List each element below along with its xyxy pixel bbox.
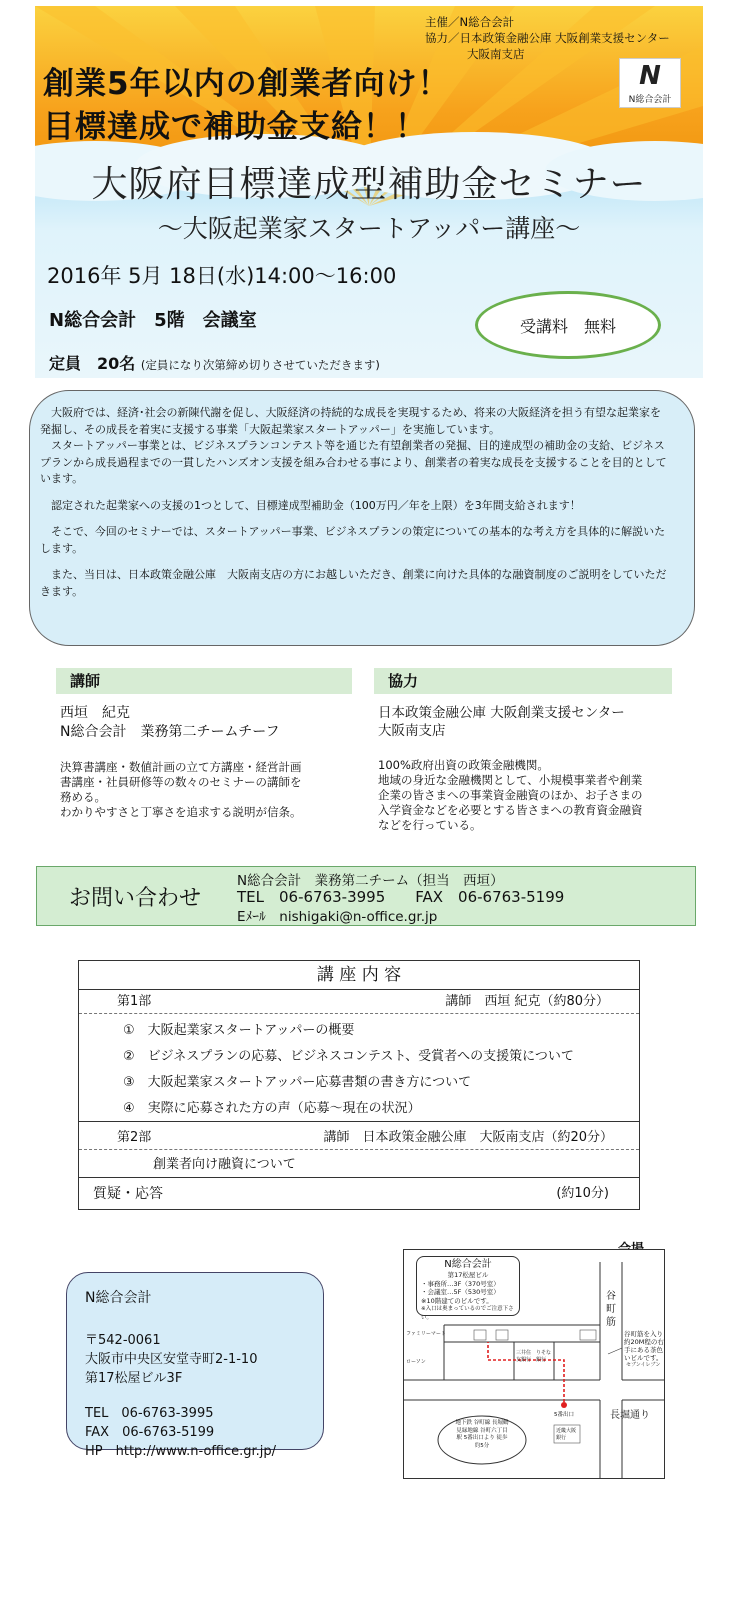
capacity-note: (定員になり次第締め切りさせていただきます) xyxy=(140,358,380,372)
map-box-line: ※10階建てのビルです。 xyxy=(421,1296,493,1305)
capacity xyxy=(49,351,380,374)
description-paragraph: 大阪府では、経済･社会の新陳代謝を促し、大阪経済の持続的な成長を実現するため、将来の大阪経済を担う有望な起業家を発掘し、その成長を着実に支援する事業「大阪起業家スタートアッパー」を実施しています。 xyxy=(40,406,662,436)
map-exit-label: 5番出口 xyxy=(554,1412,574,1418)
cooperation-desc-2: 地域の身近な金融機関として、小規模事業者や創業 xyxy=(378,773,643,787)
sponsor-line: 主催／N総合会計 xyxy=(425,15,515,29)
cooperation-desc-3: 企業の皆さまへの事業資金融資のほか、お子さまの xyxy=(378,788,643,802)
cooperation-section xyxy=(374,668,672,833)
course-item-text: 創業者向け融資について xyxy=(153,1157,296,1172)
map-box-line: ※入口は奥まっているのでご注意下さい。 xyxy=(421,1306,514,1321)
contact-phone: TEL 06-6763-3995 FAX 06-6763-5199 xyxy=(237,888,565,906)
address-tel: TEL 06-6763-3995 xyxy=(85,1406,214,1421)
description-paragraph: また、当日は、日本政策金融公庫 大阪南支店の方にお越しいただき、創業に向けた具体的な融資制度のご説明をしていただきます。 xyxy=(40,568,667,598)
contact-person: N総合会計 業務第二チーム（担当 西垣） xyxy=(237,873,504,889)
lecturer-title: N総合会計 業務第二チームチーフ xyxy=(60,724,280,740)
qa-label: 質疑・応答 xyxy=(93,1186,163,1202)
map-shop-3: セブンイレブン xyxy=(626,1362,661,1368)
cooperation-desc-4: 入学資金などを必要とする皆さまへの教育資金融資 xyxy=(378,803,643,817)
capacity-label: 定員 20名 xyxy=(49,354,136,373)
course-item xyxy=(79,1045,639,1069)
address-line-2: 第17松屋ビル3F xyxy=(85,1371,183,1386)
lecturer-name: 西垣 紀克 xyxy=(60,705,130,721)
course-item xyxy=(79,1019,639,1043)
logo-mark: N xyxy=(639,61,661,91)
description-paragraph: 認定された起業家への支援の1つとして、目標達成型補助金（100万円／年を上限）を3年間支給されます！ xyxy=(51,498,581,512)
address-box xyxy=(66,1272,324,1459)
contact-label: お問い合わせ xyxy=(69,886,202,911)
map-station: 地下鉄 谷町線 長堀鶴見緑地線 谷町六丁目駅 5番出口より 徒歩約5分 xyxy=(455,1420,509,1449)
course-header: 講 座 内 容 xyxy=(79,961,639,990)
cooperation-org-2: 大阪南支店 xyxy=(378,723,446,739)
map-box-line: ・会議室…5F（530号室） xyxy=(421,1288,500,1296)
cooperation-desc-1: 100%政府出資の政策金融機関。 xyxy=(378,758,549,772)
course-item-text: ④ 実際に応募された方の声（応募～現在の状況） xyxy=(123,1101,421,1116)
fee-badge xyxy=(475,291,661,359)
course-item xyxy=(79,1071,639,1095)
address-postal: 〒542-0061 xyxy=(85,1333,161,1348)
map-bank-1: 三井住友銀行 xyxy=(516,1350,532,1363)
map-street-tanimachi: 谷町筋 xyxy=(606,1291,616,1328)
header-banner xyxy=(35,6,703,378)
map-venue-box xyxy=(416,1256,520,1321)
course-part-1-row xyxy=(79,991,639,1014)
fee-text: 受講料 無料 xyxy=(519,317,616,336)
address-company: N総合会計 xyxy=(85,1290,152,1306)
lecturer-bio-1: 決算書講座・数値計画の立て方講座・経営計画 xyxy=(60,760,302,774)
catch-copy-1: 創業5年以内の創業者向け！ xyxy=(43,66,450,102)
map-direction-note: 谷町筋を入り約20M程の右手にある茶色いビルです。 xyxy=(624,1330,664,1362)
cooperation-org-1: 日本政策金融公庫 大阪創業支援センター xyxy=(378,705,625,721)
seminar-subtitle: ～大阪起業家スタートアッパー講座～ xyxy=(157,214,581,243)
seminar-date: 2016年 5月 18日(水)14:00～16:00 xyxy=(47,264,397,288)
map-bank-2: 近畿大阪銀行 xyxy=(556,1428,577,1441)
contact-email[interactable]: Eﾒｰﾙ nishigaki@n-office.gr.jp xyxy=(237,909,438,925)
part-1-lecturer: 講師 西垣 紀克（約80分） xyxy=(445,994,609,1009)
cooperation-line: 協力／日本政策金融公庫 大阪創業支援センター xyxy=(425,31,670,45)
lecturer-heading: 講師 xyxy=(56,668,352,694)
course-table xyxy=(78,960,640,1210)
lecturer-section xyxy=(56,668,352,820)
lecturer-bio-2: 書講座・社員研修等の数々のセミナーの講師を xyxy=(60,775,302,789)
part-2-label: 第2部 xyxy=(117,1130,152,1145)
map-shop-1: ファミリーマート xyxy=(406,1331,446,1337)
map-box-line: ・事務所…3F（370号室） xyxy=(421,1279,500,1288)
lecturer-bio-3: 務める。 xyxy=(60,790,106,804)
address-hp[interactable]: HP http://www.n-office.gr.jp/ xyxy=(85,1444,277,1459)
course-part-2-row xyxy=(79,1127,639,1150)
map-shop-2: ローソン xyxy=(406,1359,426,1365)
address-line-1: 大阪市中央区安堂寺町2-1-10 xyxy=(85,1352,258,1367)
cooperation-heading: 協力 xyxy=(374,668,672,694)
part-1-label: 第1部 xyxy=(117,994,152,1009)
description-paragraph: そこで、今回のセミナーでは、スタートアッパー事業、ビジネスプランの策定についての基本的な考え方を具体的に解説いたします。 xyxy=(40,525,666,555)
course-item-text: ① 大阪起業家スタートアッパーの概要 xyxy=(123,1023,355,1038)
company-logo xyxy=(619,58,681,108)
seminar-venue: N総合会計 5階 会議室 xyxy=(49,310,257,331)
qa-time: (約10分) xyxy=(556,1186,609,1201)
address-fax: FAX 06-6763-5199 xyxy=(85,1425,215,1440)
seminar-title: 大阪府目標達成型補助金セミナー xyxy=(91,164,647,205)
description-box xyxy=(29,390,695,646)
course-item-text: ② ビジネスプランの応募、ビジネスコンテスト、受賞者への支援策について xyxy=(123,1049,574,1064)
map-box-title: N総合会計 xyxy=(444,1259,492,1270)
description-paragraph: スタートアッパー事業とは、ビジネスプランコンテスト等を通じた有望創業者の発掘、目的達成型の補助金の支給、ビジネスプランから成長過程までの一貫したハンズオン支援を組み合わせる事により、創業者の着実な成長を支援することを目的としています。 xyxy=(40,439,667,485)
cooperation-desc-5: などを行っている。 xyxy=(378,818,482,832)
contact-panel xyxy=(36,866,696,926)
access-map xyxy=(403,1249,665,1479)
logo-text: N総合会計 xyxy=(628,95,672,105)
course-item xyxy=(79,1097,639,1122)
lecturer-bio-4: わかりやすさと丁寧さを追求する説明が信条。 xyxy=(60,805,302,819)
map-bank-3: りそな銀行 xyxy=(536,1350,552,1363)
cooperation-branch: 大阪南支店 xyxy=(467,47,525,61)
course-item xyxy=(79,1153,639,1178)
part-2-lecturer: 講師 日本政策金融公庫 大阪南支店（約20分） xyxy=(323,1130,613,1145)
catch-copy-2: 目標達成で補助金支給！！ xyxy=(43,109,427,145)
course-item-text: ③ 大阪起業家スタートアッパー応募書類の書き方について xyxy=(123,1075,472,1090)
map-street-nagahori: 長堀通り xyxy=(610,1410,650,1421)
course-qa-row xyxy=(79,1182,639,1206)
map-box-sub: 第17松屋ビル xyxy=(447,1271,489,1279)
